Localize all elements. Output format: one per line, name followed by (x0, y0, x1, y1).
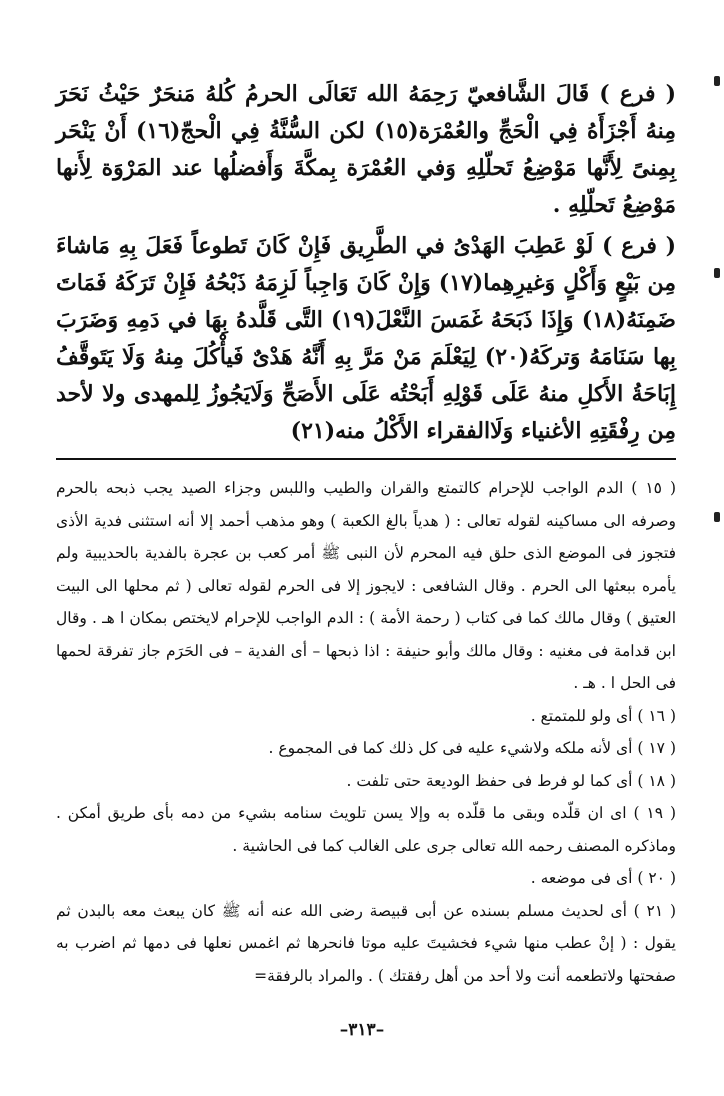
main-paragraph: ( فرع ) قَالَ الشَّافعيّ رَحِمَهُ الله تَعَالَى الحرمُ كُلهُ مَنحَرٌ حَيْثُ نَحَرَ مِنهُ أَجْزَأَهُ فِي الْحَجِّ والعُمْرَة(١٥) لكن السُّنَّةُ فِي الْحجّ(١٦) أَنْ يَنْحَر بِمِنىً لِأَنَّها مَوْضِعُ تَحلّلِهِ وَفي العُمْرَة بِمكَّةَ وَأَفضلُها عند المَرْوَة لِأَنها مَوْضِعُ تَحلّلِهِ . (56, 81, 676, 218)
footnote-separator (56, 458, 676, 460)
edge-mark-lower (714, 512, 720, 522)
footnote-16: ( ١٦ ) أى ولو للمتمتع . (530, 706, 676, 725)
page-content (56, 76, 676, 992)
footnote-21: ( ٢١ ) أى لحديث مسلم بسنده عن أبى قبيصة رضى الله عنه أنه ﷺ كان يبعث معه بالبدن ثم يقول : ( إنْ عطب منها شيء فخشيتَ عليه موتا فانحرها ثم اغمس نعلها فى دمها ثم اضرب به صفحتها ولاتطعمه أنت ولا أحد من أهل رفقتك ) . والمراد بالرفقة= (56, 901, 676, 985)
footnotes (56, 472, 676, 992)
footnote-15: ( ١٥ ) الدم الواجب للإحرام كالتمتع والقران والطيب واللبس وجزاء الصيد يجب ذبحه بالحرم وصرفه الى مساكينه لقوله تعالى : ( هدياً بالغ الكعبة ) وهو مذهب أحمد إلا أنه استثنى فدية الأذى فتجوز فى الموضع الذى حلق فيه المحرم لأن النبى ﷺ أمر كعب بن عجرة بالفدية بالحديبية ولم يأمره ببعثها الى الحرم . وقال الشافعى : لايجوز إلا فى الحرم لقوله تعالى ( ثم محلها الى البيت العتيق ) وقال مالك كما فى كتاب ( رحمة الأمة ) : الدم الواجب للإحرام لايختص بمكان ا هـ . وقال ابن قدامة فى مغنيه : وقال مالك وأبو حنيفة : اذا ذبحها – أى الفدية – فى الحَرَم جاز تفرقة لحمها فى الحل ا . هـ . (56, 479, 676, 692)
footnote-18: ( ١٨ ) أى كما لو فرط فى حفظ الوديعة حتى تلفت . (346, 771, 676, 790)
edge-mark-middle (714, 268, 720, 278)
footnote-17: ( ١٧ ) أى لأنه ملكه ولاشيء عليه فى كل ذلك كما فى المجموع . (268, 739, 676, 757)
footnote-20: ( ٢٠ ) أى فى موضعه . (530, 869, 676, 887)
page-number: –٣١٣– (339, 1020, 385, 1040)
main-text (56, 76, 676, 450)
main-paragraph: ( فرع ) لَوْ عَطِبَ الهَدْىُ في الطَّرِيق فَإِنْ كَانَ تَطوعاً فَعَلَ بِهِ مَاشاءَ مِن بَيْعٍ وَأَكْلٍ وَغيرِهِما(١٧) وَإِنْ كَانَ وَاجِباً لَزِمَهُ ذَبْحُهُ فَإِنْ تَرَكَهُ فَمَاتَ ضَمِنَهُ(١٨) وَإِذَا ذَبَحَهُ غَمَسَ النَّعْلَ(١٩) التَّى قَلَّدهُ بِهَا في دَمِهِ وَضَرَبَ بِها سَنَامَهُ وَتركَهُ(٢٠) لِيَعْلَمَ مَنْ مَرَّ بِهِ أَنَّهُ هَدْىٌ فَيأْكُلَ مِنهُ وَلَا يَتَوقَّفُ إِبَاحَةُ الأَكلِ منهُ عَلَى قَوْلِهِ أَبَحْتُه عَلَى الأَصَحِّ وَلَايَجُوزُ لِلمهدى ولا لأحد مِن رِفْقَتِهِ الأغنياء وَلَاالفقراء الأَكْلُ منه(٢١) (56, 233, 677, 444)
edge-mark-top (714, 76, 720, 86)
footnote-19: ( ١٩ ) اى ان قلّده وبقى ما قلّده به وإلا يسن تلويث سنامه بشيء من دمه بأى طريق أمكن . وماذكره المصنف رحمه الله تعالى جرى على الغالب كما فى الحاشية . (56, 804, 676, 855)
